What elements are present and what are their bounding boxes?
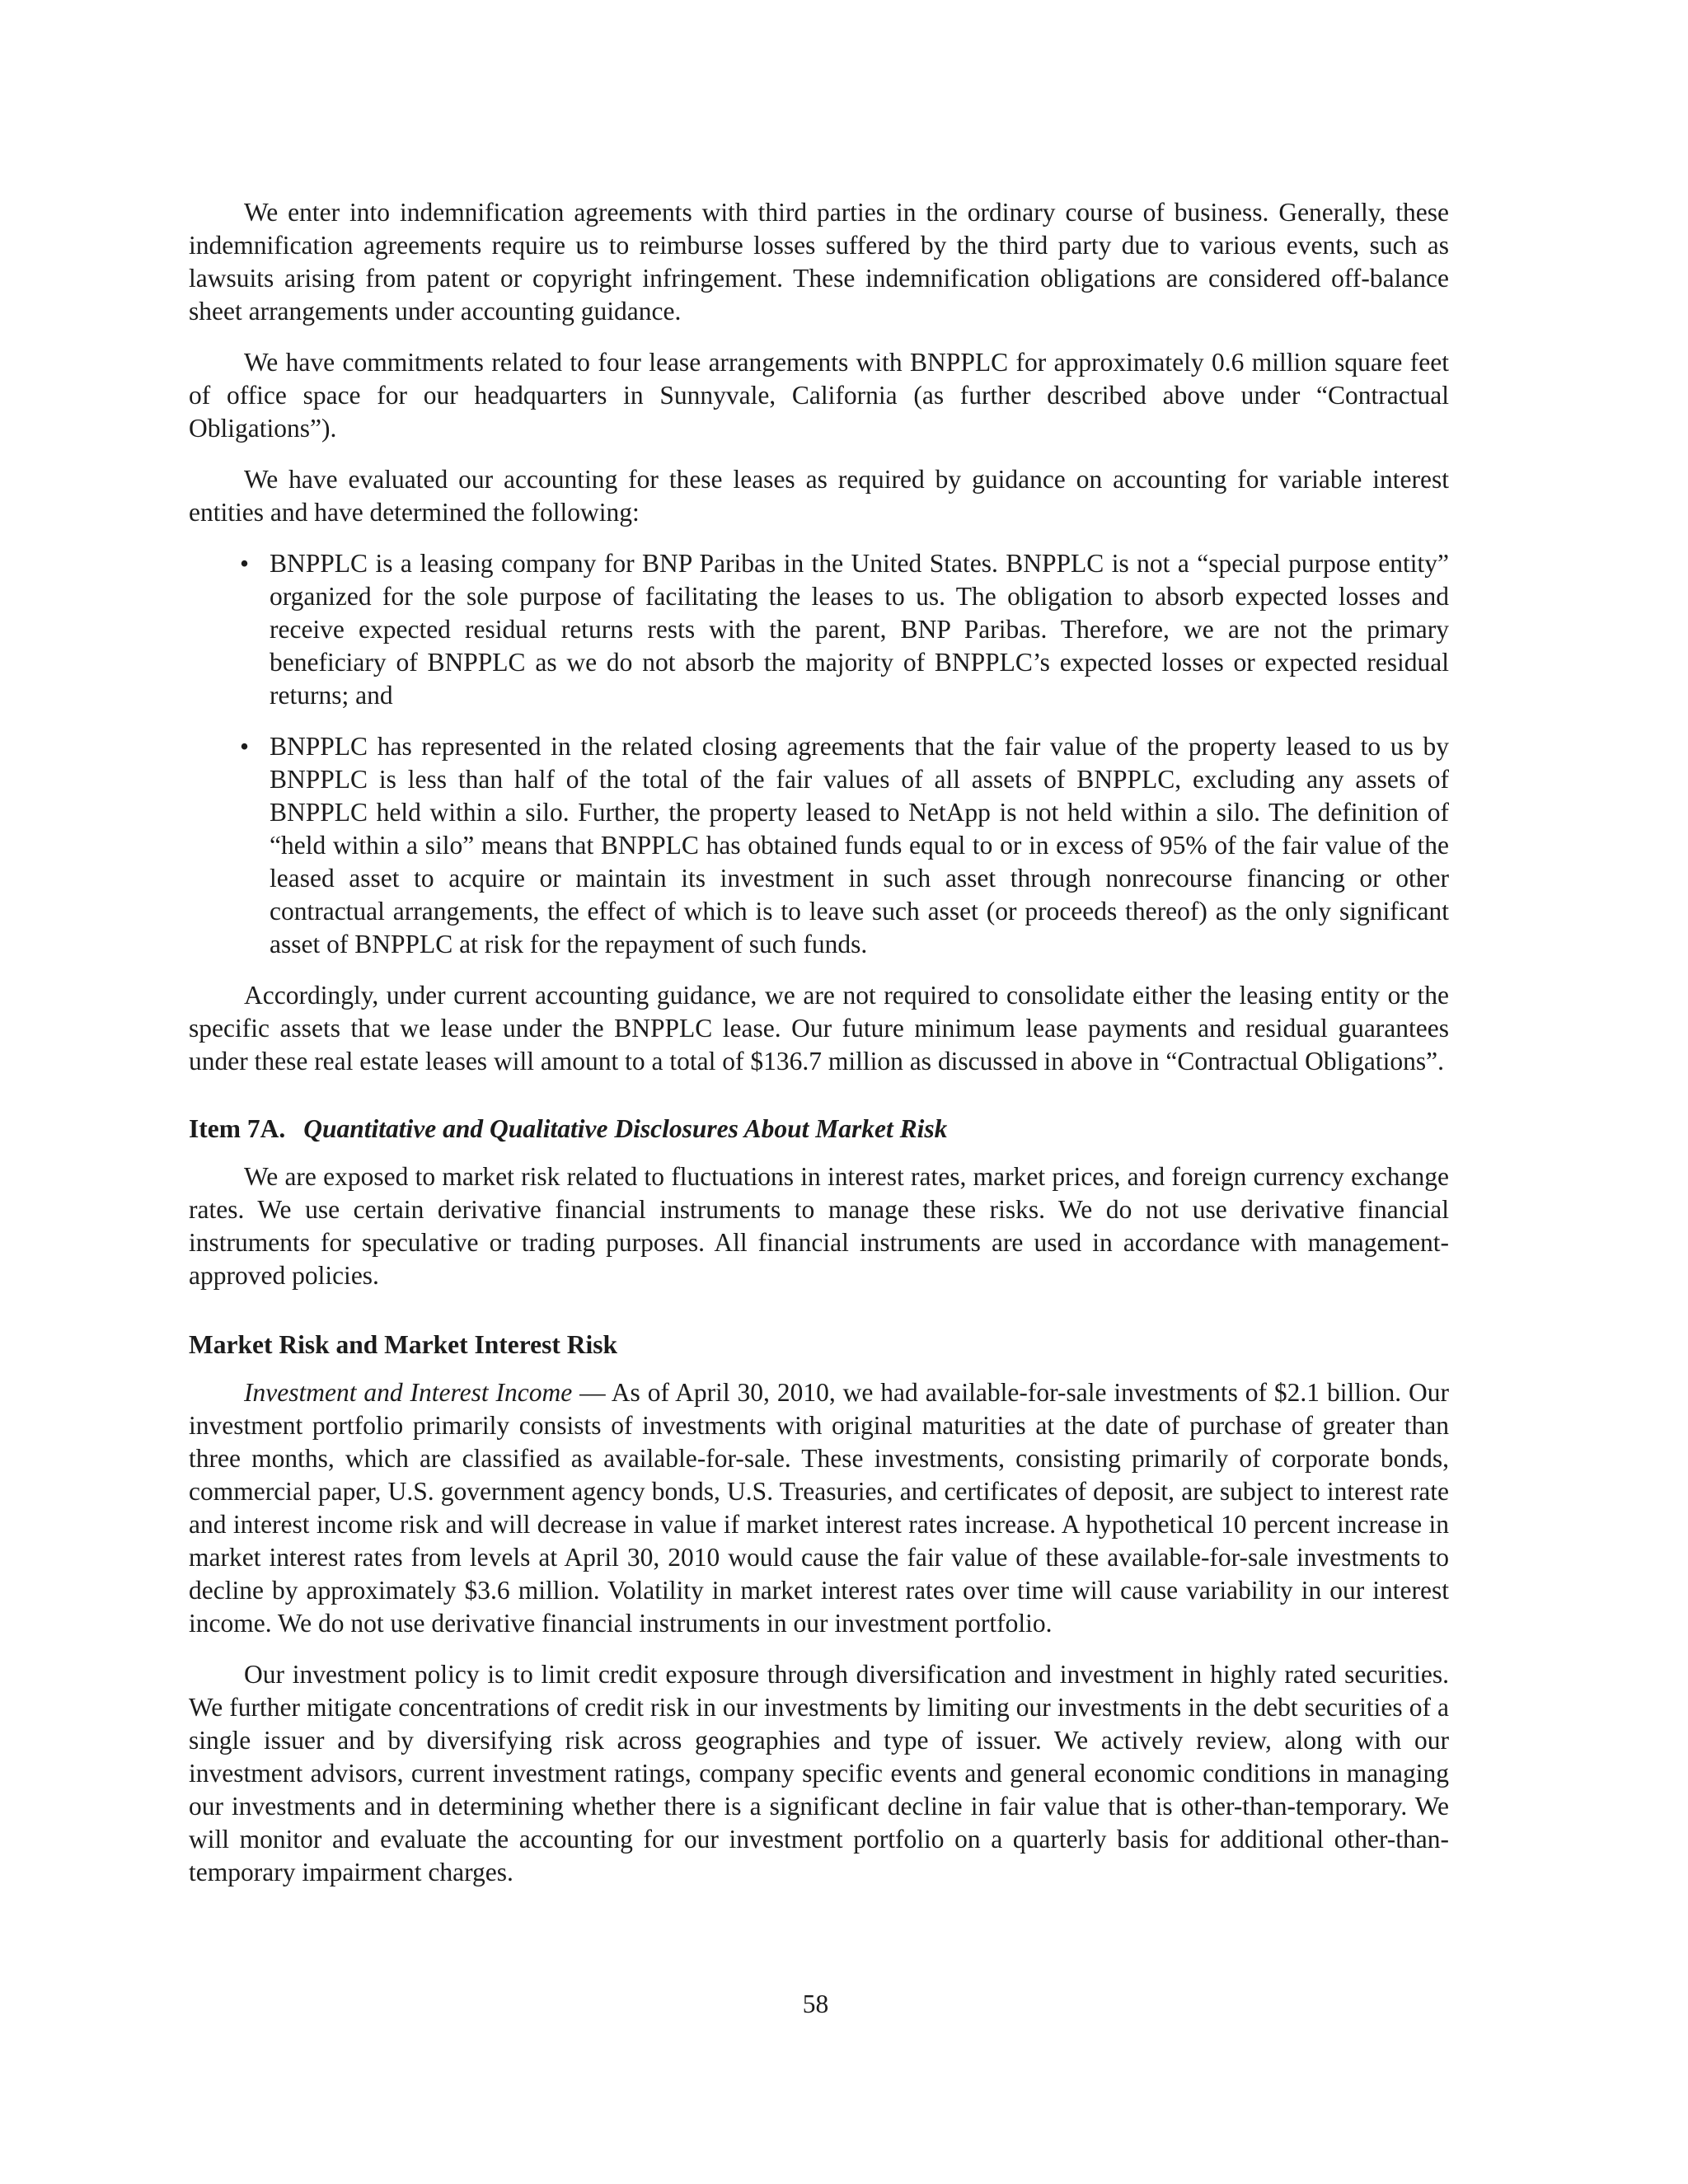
item-7a-title: Quantitative and Qualitative Disclosures About Market Risk bbox=[303, 1114, 948, 1143]
market-risk-heading: Market Risk and Market Interest Risk bbox=[189, 1330, 618, 1359]
bullet-text: BNPPLC has represented in the related closing agreements that the fair value of the property leased to us by BNPPLC is less than half of the total of the fair values of all assets of BNPPLC, excluding any assets of BNPPLC held within a silo. Further, the property leased to NetApp is not held within a silo. The definition of “held within a silo” means that BNPPLC has obtained funds equal to or in excess of 95% of the fair value of the leased asset to acquire or maintain its investment in such asset through nonrecourse financing or other contractual arrangements, the effect of which is to leave such asset (or proceeds thereof) as the only significant asset of BNPPLC at risk for the repayment of such funds. bbox=[270, 732, 1449, 958]
bullet-item-leasing-company bbox=[189, 547, 1449, 712]
investment-income-text: — As of April 30, 2010, we had available-for-sale investments of $2.1 billion. Our investment portfolio primarily consists of investments with original maturities at the date of purchase of greater than three months, which are classified as available-for-sale. These investments, consisting primarily of corporate bonds, commercial paper, U.S. government agency bonds, U.S. Treasuries, and certificates of deposit, are subject to interest rate and interest income risk and will decrease in value if market interest rates increase. A hypothetical 10 percent increase in market interest rates from levels at April 30, 2010 would cause the fair value of these available-for-sale investments to decline by approximately $3.6 million. Volatility in market interest rates over time will cause variability in our interest income. We do not use derivative financial instruments in our investment portfolio. bbox=[189, 1378, 1449, 1638]
bullet-icon: • bbox=[240, 549, 250, 578]
paragraph-lease-commitments: We have commitments related to four lease arrangements with BNPPLC for approximately 0.6 million square feet of office space for our headquarters in Sunnyvale, California (as further described above under “Contractual Obligations”). bbox=[189, 348, 1449, 443]
vie-bullet-list bbox=[189, 547, 1449, 961]
document-page bbox=[189, 196, 1449, 1907]
paragraph-consolidation: Accordingly, under current accounting guidance, we are not required to consolidate either the leasing entity or the specific assets that we lease under the BNPPLC lease. Our future minimum lease payments and residual guarantees under these real estate leases will amount to a total of $136.7 million as discussed in above in “Contractual Obligations”. bbox=[189, 981, 1449, 1076]
bullet-icon: • bbox=[240, 732, 250, 761]
paragraph-market-risk-exposure: We are exposed to market risk related to fluctuations in interest rates, market prices, and foreign currency exchange rates. We use certain derivative financial instruments to manage these risks. We do not use derivative financial instruments for speculative or trading purposes. All financial instruments are used in accordance with management-approved policies. bbox=[189, 1162, 1449, 1290]
paragraph-investment-policy: Our investment policy is to limit credit exposure through diversification and investment in highly rated securities. We further mitigate concentrations of credit risk in our investments by limiting our investments in the debt securities of a single issuer and by diversifying risk across geographies and type of issuer. We actively review, along with our investment advisors, current investment ratings, company specific events and general economic conditions in managing our investments and in determining whether there is a significant decline in fair value that is other-than-temporary. We will monitor and evaluate the accounting for our investment portfolio on a quarterly basis for additional other-than-temporary impairment charges. bbox=[189, 1660, 1449, 1886]
paragraph-indemnification: We enter into indemnification agreements with third parties in the ordinary course of business. Generally, these indemnification agreements require us to reimburse losses suffered by the third party due to various events, such as lawsuits arising from patent or copyright infringement. These indemnification obligations are considered off-balance sheet arrangements under accounting guidance. bbox=[189, 198, 1449, 326]
paragraph-investment-income bbox=[189, 1376, 1449, 1640]
bullet-text: BNPPLC is a leasing company for BNP Paribas in the United States. BNPPLC is not a “special purpose entity” organized for the sole purpose of facilitating the leases to us. The obligation to absorb expected losses and receive expected residual returns rests with the parent, BNP Paribas. Therefore, we are not the primary beneficiary of BNPPLC as we do not absorb the majority of BNPPLC’s expected losses or expected residual returns; and bbox=[270, 549, 1449, 710]
item-7a-heading bbox=[189, 1113, 1449, 1146]
item-7a-label: Item 7A. bbox=[189, 1114, 286, 1143]
paragraph-vie-evaluation: We have evaluated our accounting for these leases as required by guidance on accounting for variable interest entities and have determined the following: bbox=[189, 465, 1449, 527]
bullet-item-fair-value bbox=[189, 730, 1449, 961]
page-number: 58 bbox=[802, 1990, 829, 2018]
investment-income-lead-in: Investment and Interest Income bbox=[244, 1378, 573, 1407]
